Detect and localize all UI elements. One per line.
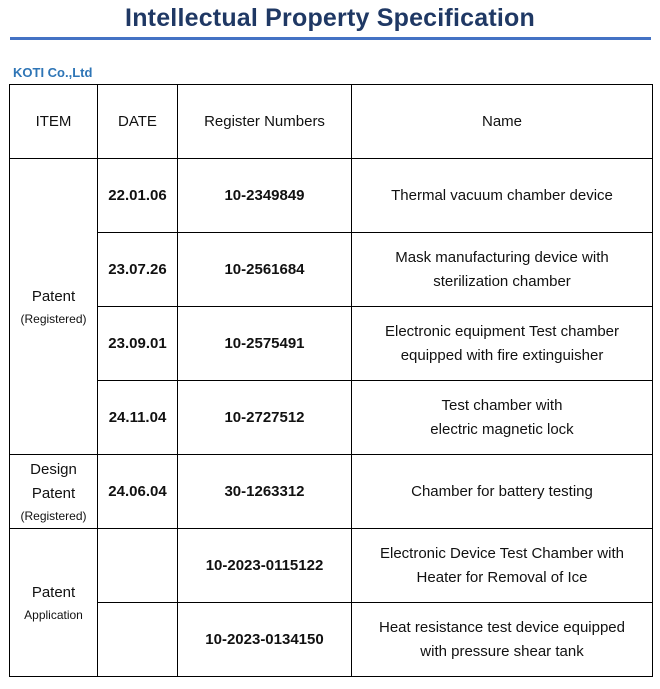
register-number-cell: 10-2349849 [178,159,352,233]
column-header-name: Name [352,85,653,159]
name-line: Electronic equipment Test chamber [384,322,619,340]
date-cell: 23.07.26 [98,233,178,307]
table-row [10,159,653,233]
table-row [10,529,653,603]
item-sublabel: (Registered) [20,508,87,523]
name-line: Thermal vacuum chamber device [391,186,613,204]
name-cell [352,233,653,307]
register-number-cell: 10-2561684 [178,233,352,307]
item-label: Patent [31,484,76,502]
title-underline [10,37,651,40]
name-line: sterilization chamber [433,272,571,290]
item-label: Design [30,460,77,478]
page-title: Intellectual Property Specification [125,4,535,32]
register-number-cell: 10-2023-0134150 [178,603,352,677]
register-number-cell: 10-2023-0115122 [178,529,352,603]
date-cell: 24.06.04 [98,455,178,529]
date-cell [98,529,178,603]
column-header-register-numbers: Register Numbers [178,85,352,159]
register-number-cell: 10-2575491 [178,307,352,381]
item-label: Patent [31,287,76,305]
date-cell: 23.09.01 [98,307,178,381]
company-name: KOTI Co.,Ltd [13,65,93,80]
register-number-cell: 10-2727512 [178,381,352,455]
name-line: Chamber for battery testing [411,482,593,500]
item-cell-design-patent [10,455,98,529]
name-cell [352,307,653,381]
name-line: electric magnetic lock [430,420,574,438]
date-cell: 22.01.06 [98,159,178,233]
register-number-cell: 30-1263312 [178,455,352,529]
ip-spec-table [9,84,653,677]
name-line: Test chamber with [441,396,563,414]
column-header-item: ITEM [10,85,98,159]
item-cell-patent-registered [10,159,98,455]
name-line: with pressure shear tank [420,642,584,660]
column-header-date: DATE [98,85,178,159]
name-line: Heater for Removal of Ice [416,568,588,586]
table-row [10,603,653,677]
date-cell: 24.11.04 [98,381,178,455]
name-cell [352,603,653,677]
date-cell [98,603,178,677]
name-cell [352,159,653,233]
item-sublabel: Application [24,607,83,622]
table-row [10,233,653,307]
name-line: Heat resistance test device equipped [379,618,625,636]
name-line: Electronic Device Test Chamber with [380,544,624,562]
name-line: equipped with fire extinguisher [400,346,604,364]
name-cell [352,381,653,455]
item-sublabel: (Registered) [20,311,87,326]
name-line: Mask manufacturing device with [395,248,609,266]
table-header-row [10,85,653,159]
item-label: Patent [31,583,76,601]
name-cell [352,529,653,603]
table-row [10,307,653,381]
name-cell [352,455,653,529]
table-row [10,455,653,529]
table-row [10,381,653,455]
item-cell-patent-application [10,529,98,677]
